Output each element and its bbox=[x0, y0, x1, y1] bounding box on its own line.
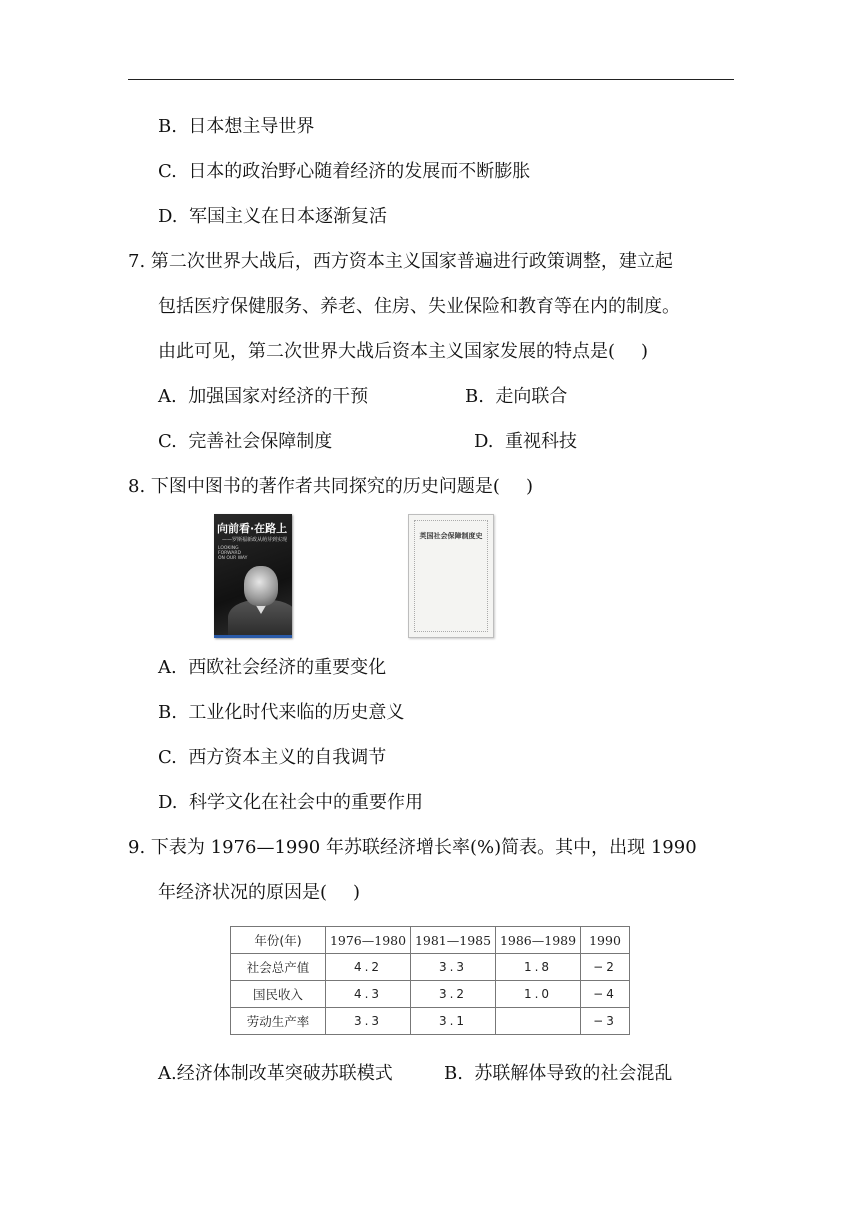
table-header-cell: 1990 bbox=[581, 927, 630, 954]
table-cell: 1.8 bbox=[496, 954, 581, 981]
table-row bbox=[231, 954, 630, 981]
q9-option-b: B. 苏联解体导致的社会混乱 bbox=[444, 1063, 673, 1084]
table-cell: 4.2 bbox=[326, 954, 411, 981]
q7-stem-line3: 由此可见，第二次世界大战后资本主义国家发展的特点是( ) bbox=[158, 341, 649, 362]
table-cell: 3.3 bbox=[326, 1008, 411, 1035]
table-header-cell: 1981—1985 bbox=[411, 927, 496, 954]
book1-stripe bbox=[214, 635, 292, 638]
q7-option-c: C. 完善社会保障制度 bbox=[158, 431, 333, 452]
book-cover-looking-forward bbox=[214, 514, 292, 638]
table-cell: 1.0 bbox=[496, 981, 581, 1008]
table-row-label: 社会总产值 bbox=[231, 954, 326, 981]
table-header-cell: 1986—1989 bbox=[496, 927, 581, 954]
q8-option-a: A. 西欧社会经济的重要变化 bbox=[158, 657, 387, 678]
q7-option-a: A. 加强国家对经济的干预 bbox=[158, 386, 369, 407]
q7-number: 7. bbox=[128, 251, 146, 272]
table-cell: −3 bbox=[581, 1008, 630, 1035]
table-cell: 3.2 bbox=[411, 981, 496, 1008]
header-rule bbox=[128, 79, 734, 80]
q8-option-b: B. 工业化时代来临的历史意义 bbox=[158, 702, 405, 723]
table-cell: −2 bbox=[581, 954, 630, 981]
q8-option-d: D. 科学文化在社会中的重要作用 bbox=[158, 792, 423, 813]
table-row bbox=[231, 981, 630, 1008]
q9-number: 9. bbox=[128, 837, 146, 858]
q7-option-d: D. 重视科技 bbox=[474, 431, 577, 452]
table-cell: 3.1 bbox=[411, 1008, 496, 1035]
table-header-row bbox=[231, 927, 630, 954]
table-cell: −4 bbox=[581, 981, 630, 1008]
table-row-label: 国民收入 bbox=[231, 981, 326, 1008]
soviet-growth-table bbox=[230, 926, 630, 1035]
q6-option-c: C. 日本的政治野心随着经济的发展而不断膨胀 bbox=[158, 161, 531, 182]
portrait-head bbox=[244, 566, 278, 606]
q7-stem-line1: 7. 第二次世界大战后，西方资本主义国家普遍进行政策调整，建立起 bbox=[128, 251, 673, 272]
q7-stem-line2: 包括医疗保健服务、养老、住房、失业保险和教育等在内的制度。 bbox=[158, 296, 680, 317]
table-cell bbox=[496, 1008, 581, 1035]
table-header-cell: 1976—1980 bbox=[326, 927, 411, 954]
q6-option-d: D. 军国主义在日本逐渐复活 bbox=[158, 206, 387, 227]
book2-title: 英国社会保障制度史 bbox=[419, 531, 483, 540]
q8-number: 8. bbox=[128, 476, 146, 497]
q9-option-a: A.经济体制改革突破苏联模式 bbox=[158, 1063, 393, 1084]
q8-stem: 8. 下图中图书的著作者共同探究的历史问题是( ) bbox=[128, 476, 533, 497]
q9-stem-line2: 年经济状况的原因是( ) bbox=[158, 882, 361, 903]
q6-option-b: B. 日本想主导世界 bbox=[158, 116, 315, 137]
table-row-label: 劳动生产率 bbox=[231, 1008, 326, 1035]
book1-subtitle: ——罗斯福新政从萌芽到实现 bbox=[222, 537, 288, 543]
q7-option-b: B. 走向联合 bbox=[465, 386, 568, 407]
table-header-cell: 年份(年) bbox=[231, 927, 326, 954]
table-cell: 3.3 bbox=[411, 954, 496, 981]
book1-title: 向前看·在路上 bbox=[217, 522, 288, 535]
table-row bbox=[231, 1008, 630, 1035]
q8-option-c: C. 西方资本主义的自我调节 bbox=[158, 747, 387, 768]
book-cover-uk-social-security bbox=[408, 514, 494, 638]
q9-stem-line1: 9. 下表为 1976—1990 年苏联经济增长率(%)简表。其中，出现 1990 bbox=[128, 837, 697, 858]
book1-english-title: LOOKING FORWARD ON OUR WAY bbox=[218, 546, 248, 561]
table-cell: 4.3 bbox=[326, 981, 411, 1008]
